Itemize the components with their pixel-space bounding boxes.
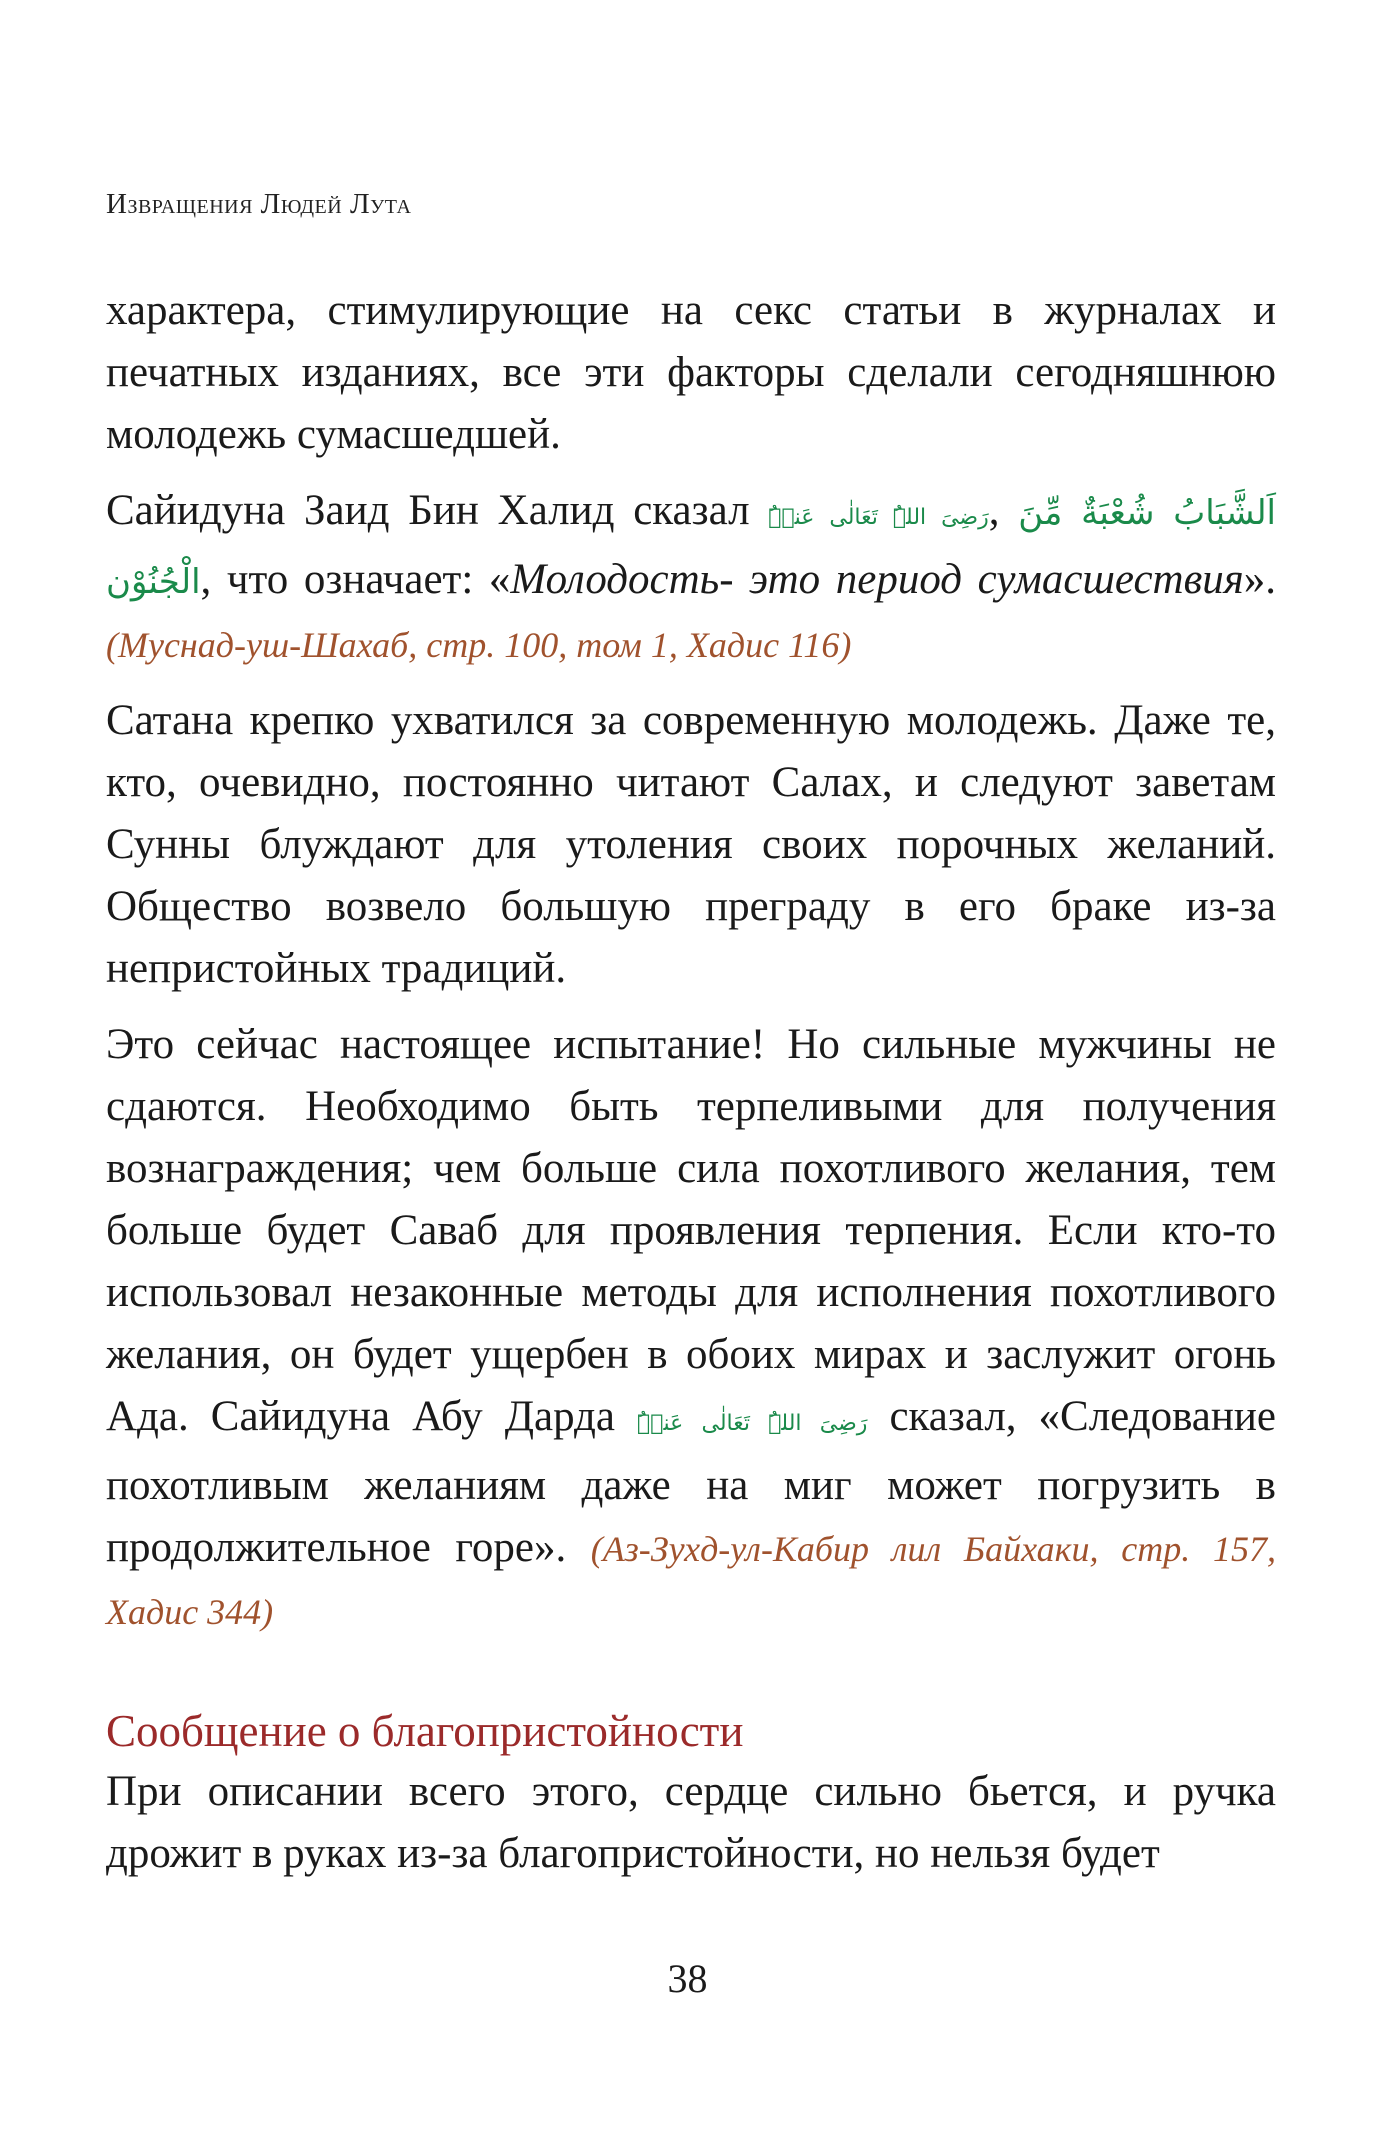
p4-middle: сказал, «Следование похотливым желаниям даже на миг может погрузить в продолжительное горе». [106, 1393, 1277, 1571]
paragraph-1: характера, стимулирующие на секс статьи в журналах и печатных изданиях, все эти факторы сделали сегодняшнюю молодежь сумасшедшей. [106, 287, 1276, 458]
p2-after-arabic: , что означает: « [200, 556, 511, 603]
body-text [106, 280, 1276, 1899]
p4-reference: (Аз-Зухд-ул-Кабир лил Байхаки, стр. 157, Хадис 344) [106, 1529, 1276, 1632]
p2-comma: , [988, 487, 1000, 534]
arabic-hadith: اَلشَّبَابُ شُعْبَةٌ مِّنَ الْجُنُوْن [106, 493, 1277, 602]
p2-close: ». [1243, 556, 1276, 603]
paragraph-4 [106, 1014, 1276, 1643]
arabic-honorific: رَضِیَ اللہُ تَعَالٰی عَنۡہُ [768, 505, 989, 530]
paragraph-5: При описании всего этого, сердце сильно бьется, и ручка дрожит в руках из-за благопристойности, но нельзя будет [106, 1768, 1276, 1877]
section-heading: Сообщение о благопристойности [106, 1706, 744, 1756]
paragraph-3: Сатана крепко ухватился за современную молодежь. Даже те, кто, очевидно, постоянно читают Салах, и следуют заветам Сунны блуждают для утоления своих порочных желаний. Общество возвело большую преграду в его браке из-за непристойных традиций. [106, 697, 1276, 992]
p2-reference: (Муснад-уш-Шахаб, стр. 100, том 1, Хадис 116) [106, 625, 852, 665]
p2-start: Сайидуна Заид Бин Халид сказал [106, 487, 750, 534]
running-header: Извращения Людей Лута [106, 188, 412, 220]
p2-italic-translation: Молодость- это период сумасшествия [510, 556, 1244, 603]
paragraph-2 [106, 480, 1276, 676]
p4-start: Это сейчас настоящее испытание! Но сильные мужчины не сдаются. Необходимо быть терпеливыми для получения вознаграждения; чем больше сила похотливого желания, тем больше будет Саваб для проявления терпения. Если кто-то использовал незаконные методы для исполнения похотливого желания, он будет ущербен в обоих мирах и заслужит огонь Ада. Сайидуна Абу Дарда [106, 1021, 1276, 1440]
page-number: 38 [667, 1956, 708, 2001]
arabic-honorific: رَضِیَ اللہُ تَعَالٰی عَنۡہُ [637, 1411, 868, 1436]
